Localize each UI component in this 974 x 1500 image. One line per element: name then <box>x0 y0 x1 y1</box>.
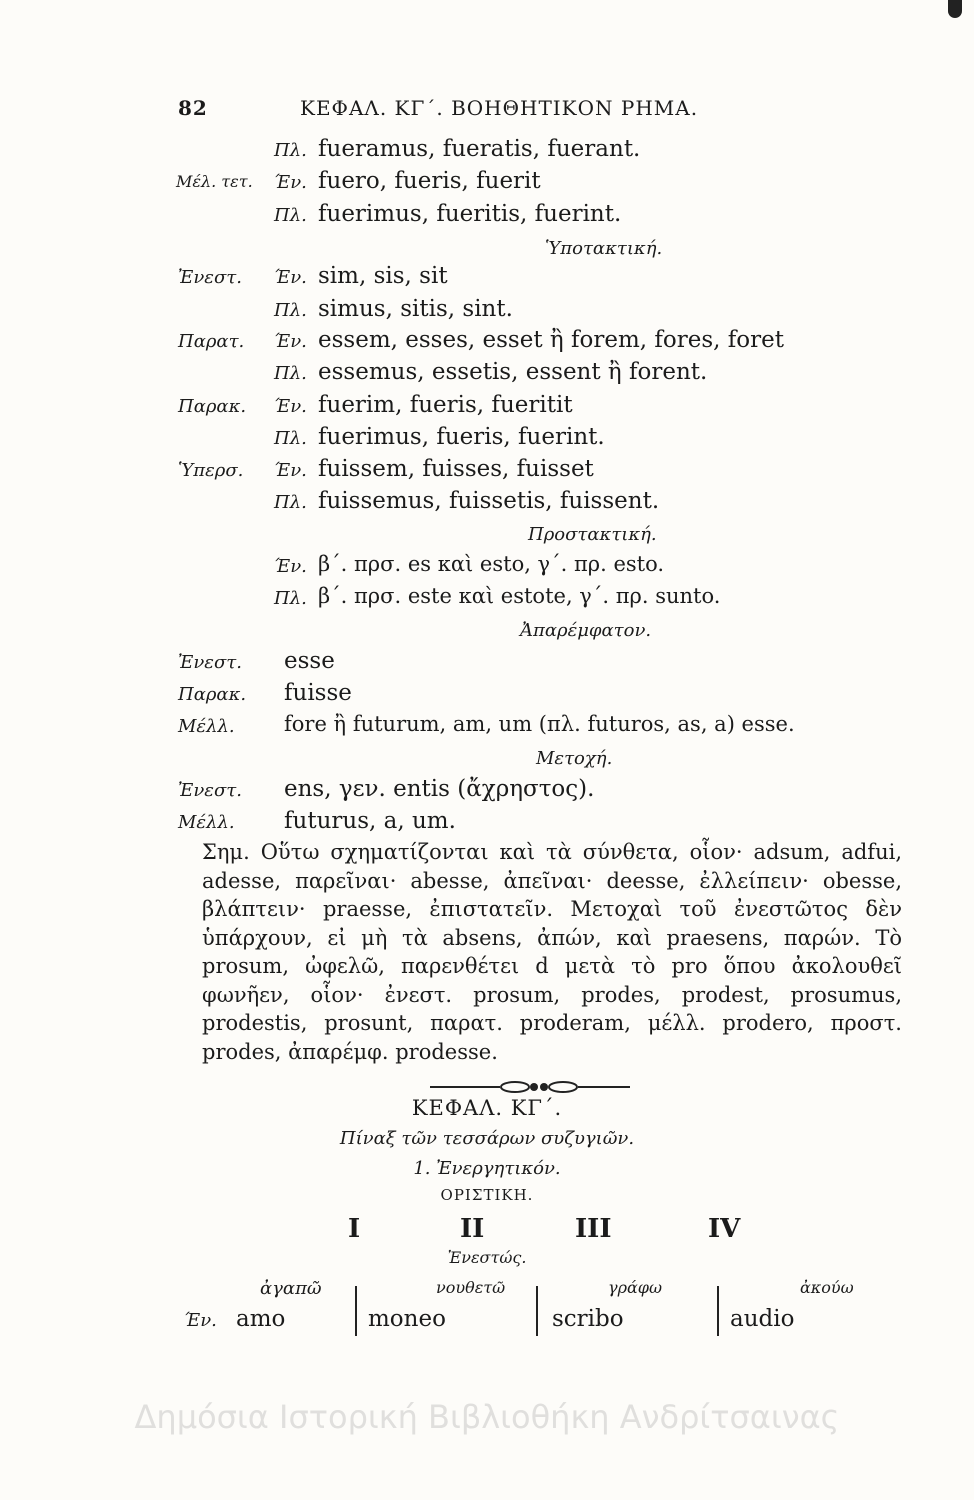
number-label: Πλ. <box>274 300 307 321</box>
number-label: Πλ. <box>274 140 307 161</box>
tense-label: Μέλ. τετ. <box>176 172 253 191</box>
tense-label: Ἐνεστ. <box>178 780 242 801</box>
page-corner-mark <box>948 0 962 18</box>
greek-gloss: γράφω <box>608 1278 663 1297</box>
conjugation-forms: fore ἢ futurum, am, um (πλ. futuros, as, a) esse. <box>284 712 795 736</box>
number-label: Έν. <box>274 172 307 193</box>
number-label: Πλ. <box>274 205 307 226</box>
conjugation-numeral-2: II <box>460 1214 485 1244</box>
conjugation-numeral-1: I <box>348 1214 361 1244</box>
running-title: ΚΕΦΑΛ. ΚΓ΄. ΒΟΗΘΗΤΙΚΟΝ ΡΗΜΑ. <box>300 96 699 120</box>
number-label: Έν. <box>274 460 307 481</box>
library-watermark: Δημόσια Ιστορική Βιβλιοθήκη Ανδρίτσαινας <box>134 1398 840 1436</box>
column-separator <box>536 1286 538 1336</box>
tense-label: Μέλλ. <box>178 716 235 737</box>
section-heading-imperative: Προστακτική. <box>528 524 657 545</box>
conjugation-forms: fuisse <box>284 680 352 706</box>
conjugation-forms: fueramus, fueratis, fuerant. <box>318 136 641 162</box>
tense-heading: Ἐνεστώς. <box>447 1248 527 1267</box>
section-heading-infinitive: Ἀπαρέμφατον. <box>520 620 652 641</box>
tense-label: Ἐνεστ. <box>178 267 242 288</box>
conjugation-forms: fuerimus, fueris, fuerint. <box>318 424 605 450</box>
section-number-title: 1. Ἐνεργητικόν. <box>413 1158 561 1179</box>
page-number: 82 <box>178 96 208 120</box>
latin-form: scribo <box>552 1306 624 1332</box>
conjugation-forms: essemus, essetis, essent ἢ forent. <box>318 359 708 385</box>
conjugation-forms: fuissem, fuisses, fuisset <box>318 456 594 482</box>
number-label: Έν. <box>274 396 307 417</box>
greek-gloss: νουθετῶ <box>436 1278 506 1297</box>
latin-form: amo <box>236 1306 286 1332</box>
number-label: Έν. <box>274 267 307 288</box>
conjugation-forms: β΄. πρσ. este καὶ estote, γ΄. πρ. sunto. <box>318 584 721 608</box>
section-heading-subjunctive: Ὑποτακτική. <box>545 238 663 259</box>
conjugation-forms: essem, esses, esset ἢ forem, fores, foret <box>318 327 784 353</box>
conjugation-numeral-3: III <box>575 1214 612 1244</box>
conjugation-forms: fuero, fueris, fuerit <box>318 168 541 194</box>
tense-label: Ὑπερσ. <box>178 460 244 481</box>
conjugation-forms: simus, sitis, sint. <box>318 296 513 322</box>
conjugation-forms: fuerim, fueris, fueritit <box>318 392 573 418</box>
section-heading-participle: Μετοχή. <box>536 748 613 769</box>
number-label: Πλ. <box>274 363 307 384</box>
conjugation-forms: futurus, a, um. <box>284 808 456 834</box>
latin-form: audio <box>730 1306 795 1332</box>
conjugation-numeral-4: IV <box>708 1214 741 1244</box>
conjugation-forms: fuerimus, fueritis, fuerint. <box>318 201 622 227</box>
mood-heading: ΟΡΙΣΤΙΚΗ. <box>440 1186 534 1204</box>
number-label: Πλ. <box>274 492 307 513</box>
tense-label: Ἐνεστ. <box>178 652 242 673</box>
divider-loop <box>501 1082 529 1092</box>
number-label: Έν. <box>274 556 307 577</box>
column-separator <box>355 1286 357 1336</box>
number-label: Πλ. <box>274 428 307 449</box>
divider-dot <box>540 1083 548 1091</box>
ornament-divider <box>430 1080 630 1094</box>
greek-gloss: ἀγαπῶ <box>260 1278 322 1299</box>
divider-dot <box>530 1083 538 1091</box>
tense-label: Παρακ. <box>178 396 247 417</box>
row-label: Έν. <box>184 1310 217 1331</box>
tense-label: Παρακ. <box>178 684 247 705</box>
greek-gloss: ἀκούω <box>800 1278 854 1297</box>
conjugation-forms: sim, sis, sit <box>318 263 448 289</box>
tense-label: Μέλλ. <box>178 812 235 833</box>
chapter-title: ΚΕΦΑΛ. ΚΓ΄. <box>411 1096 563 1120</box>
conjugation-forms: fuissemus, fuissetis, fuissent. <box>318 488 660 514</box>
conjugation-forms: ens, γεν. entis (ἄχρηστος). <box>284 776 595 802</box>
tense-label: Παρατ. <box>178 331 245 352</box>
note-paragraph: Σημ. Οὕτω σχηματίζονται καὶ τὰ σύνθετα, οἷον· adsum, adfui, adesse, παρεῖναι· abesse, ἀπεῖναι· deesse, ἐλλείπειν· obesse, βλάπτειν· praesse, ἐπιστατεῖν. Μετοχαὶ τοῦ ἐνεστῶτος δὲν ὑπάρχουν, εἰ μὴ τὰ absens, ἀπών, καὶ praesens, παρών. Τὸ prosum, ὠφελῶ, παρενθέτει d μετὰ τὸ pro ὅπου ἀκολουθεῖ φωνῆεν, οἷον· ἐνεστ. prosum, prodes, prodest, prosumus, prodestis, prosunt, παρατ. proderam, μέλλ. prodero, προστ. prodes, ἀπαρέμφ. prodesse. <box>202 840 902 1064</box>
conjugation-forms: β΄. πρσ. es καὶ esto, γ΄. πρ. esto. <box>318 552 665 576</box>
column-separator <box>717 1286 719 1336</box>
number-label: Πλ. <box>274 588 307 609</box>
latin-form: moneo <box>368 1306 446 1332</box>
divider-loop <box>549 1082 577 1092</box>
chapter-subtitle: Πίναξ τῶν τεσσάρων συζυγιῶν. <box>339 1128 635 1149</box>
number-label: Έν. <box>274 331 307 352</box>
conjugation-forms: esse <box>284 648 335 674</box>
